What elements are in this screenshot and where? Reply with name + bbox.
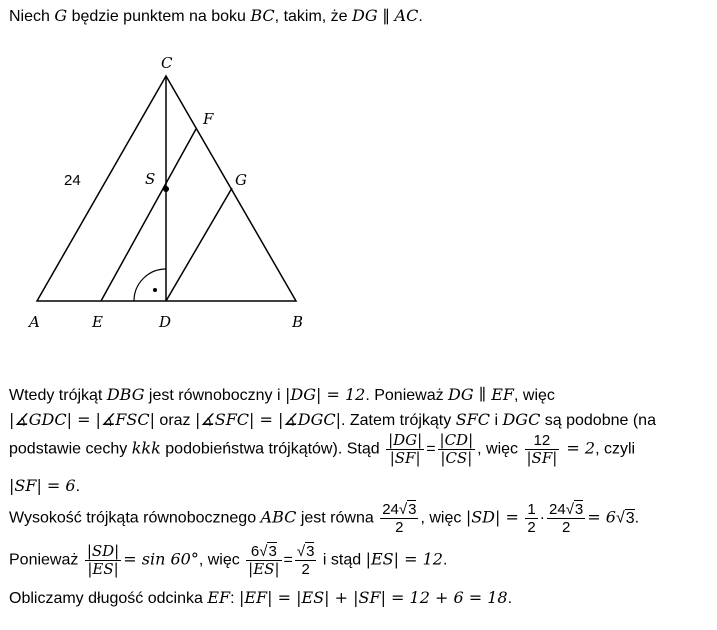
fraction-height-2: $\frac{24√3}{2}$: [549, 501, 584, 536]
math-angle-1: |∡GDC| = |∡FSC|: [9, 410, 155, 429]
denominator: 2: [301, 561, 310, 578]
text: jest równoboczny i: [144, 387, 285, 404]
math-SD: |SD| =: [465, 507, 519, 527]
text: Wysokość trójkąta równobocznego: [9, 509, 261, 527]
math-eq-2: = 2: [561, 438, 596, 458]
text: .: [75, 478, 81, 495]
math-EF-result: |EF| = |ES| + |SF| = 12 + 6 = 18: [238, 588, 508, 607]
math-EF: EF: [207, 588, 231, 607]
text: .: [442, 551, 448, 569]
intro-text: .: [418, 8, 423, 25]
numerator: 24: [549, 501, 566, 518]
text: , więc: [198, 551, 245, 569]
intro-text: będzie punktem na boku: [67, 8, 251, 25]
p3-line: [9, 543, 447, 578]
fraction-6sqrt3-es: $\frac{6√3}{|ES|}$: [248, 543, 280, 578]
p1-line2: [9, 410, 656, 430]
math-AC: AC: [394, 6, 419, 25]
text: , więc: [420, 509, 466, 527]
radicand: 3: [625, 509, 635, 527]
math-SF-6: |SF| = 6: [9, 476, 76, 495]
fraction-sqrt3-2: $\frac{√3}{2}$: [296, 543, 315, 578]
intro-text: , takim, że: [274, 8, 353, 25]
numerator: 12: [525, 432, 560, 450]
text: .: [634, 509, 640, 527]
text: oraz: [154, 412, 195, 429]
numerator: 1: [527, 501, 536, 518]
label-D: D: [159, 313, 172, 331]
p1-line4: [9, 476, 80, 496]
math-ABC: ABC: [260, 507, 297, 527]
denominator: |ES|: [87, 560, 119, 578]
triangle-figure: [0, 50, 340, 340]
fraction-height: $\frac{24√3}{2}$: [382, 501, 417, 536]
fraction-sd-es: [85, 543, 121, 578]
math-DG: DG: [352, 6, 378, 25]
math-kkk: kkk: [131, 438, 161, 458]
math-DG-par-EF: DG ∥ EF: [448, 385, 514, 404]
math-ES-12: |ES| = 12: [365, 549, 443, 569]
radicand: 3: [268, 543, 277, 560]
math-result: = 6: [587, 507, 616, 527]
text: Obliczamy długość odcinka: [9, 590, 208, 607]
denominator: |CS|: [440, 449, 473, 467]
math-DGC: DGC: [502, 410, 541, 429]
text: i stąd: [318, 551, 366, 569]
text: .: [507, 590, 513, 607]
point-s: [163, 186, 169, 192]
text: podobieństwa trójkątów). Stąd: [160, 440, 385, 458]
text: Ponieważ: [9, 551, 83, 569]
text: . Ponieważ: [365, 387, 449, 404]
text: są podobne (na: [540, 412, 656, 429]
radicand: 3: [408, 501, 417, 518]
text: , czyli: [595, 440, 636, 458]
math-DG-12: |DG| = 12: [285, 385, 366, 404]
label-C: C: [161, 54, 173, 72]
equals: =: [426, 440, 436, 458]
numerator: |DG|: [388, 431, 423, 449]
text: , więc: [514, 387, 555, 404]
text: i: [490, 412, 503, 429]
math-SFC: SFC: [455, 410, 490, 429]
text: Wtedy trójkąt: [9, 387, 107, 404]
fraction-half: [525, 501, 537, 536]
radicand: 3: [574, 501, 584, 518]
fraction-12-sf: [525, 432, 560, 467]
label-G: G: [235, 171, 247, 189]
p1-line3: [9, 432, 635, 467]
text: . Zatem trójkąty: [340, 412, 456, 429]
numerator: |SD|: [86, 542, 120, 560]
denominator: |ES|: [248, 560, 280, 578]
text: , więc: [477, 440, 523, 458]
dot: ·: [539, 509, 545, 527]
math-DBG: DBG: [106, 385, 145, 404]
parallel-symbol: ∥: [382, 8, 391, 25]
math-angle-2: |∡SFC| = |∡DGC|: [195, 410, 341, 429]
fraction-dg-sf: [386, 432, 424, 467]
denominator: 2: [527, 519, 536, 536]
label-A: A: [29, 313, 40, 331]
numerator: 6: [250, 543, 260, 560]
text: :: [230, 590, 239, 607]
segment-dg: [166, 188, 232, 301]
denominator: 2: [395, 519, 404, 536]
label-S: S: [145, 170, 156, 188]
math-BC: BC: [250, 6, 275, 25]
denominator: |SF|: [389, 449, 421, 467]
equals: =: [283, 551, 293, 569]
text: podstawie cechy: [9, 440, 132, 458]
numerator: |CD|: [439, 431, 474, 449]
radicand: 3: [306, 543, 315, 560]
p4-line: [9, 588, 512, 608]
right-angle-dot: [153, 288, 157, 292]
text: jest równa: [296, 509, 379, 527]
math-sin60: = sin 60°: [123, 549, 199, 569]
denominator: 2: [561, 519, 571, 536]
label-B: B: [292, 313, 304, 331]
right-angle-arc: [134, 269, 166, 301]
intro-text: Niech: [9, 8, 55, 25]
intro-line: [9, 6, 423, 26]
denominator: |SF|: [526, 449, 558, 467]
p1-line1: [9, 385, 555, 405]
label-E: E: [92, 313, 103, 331]
math-G: G: [54, 6, 68, 25]
label-side-24: 24: [64, 172, 81, 189]
fraction-cd-cs: [438, 432, 476, 467]
label-F: F: [203, 110, 214, 128]
p2-line: Wysokość trójkąta równobocznego ABC jest równa $\frac{24√3}{2}$ , więc |SD| = $\frac{1}{2}$ · $\frac{24√3}{2}$ = 6√3.: [9, 501, 640, 536]
numerator: 24: [382, 501, 399, 518]
